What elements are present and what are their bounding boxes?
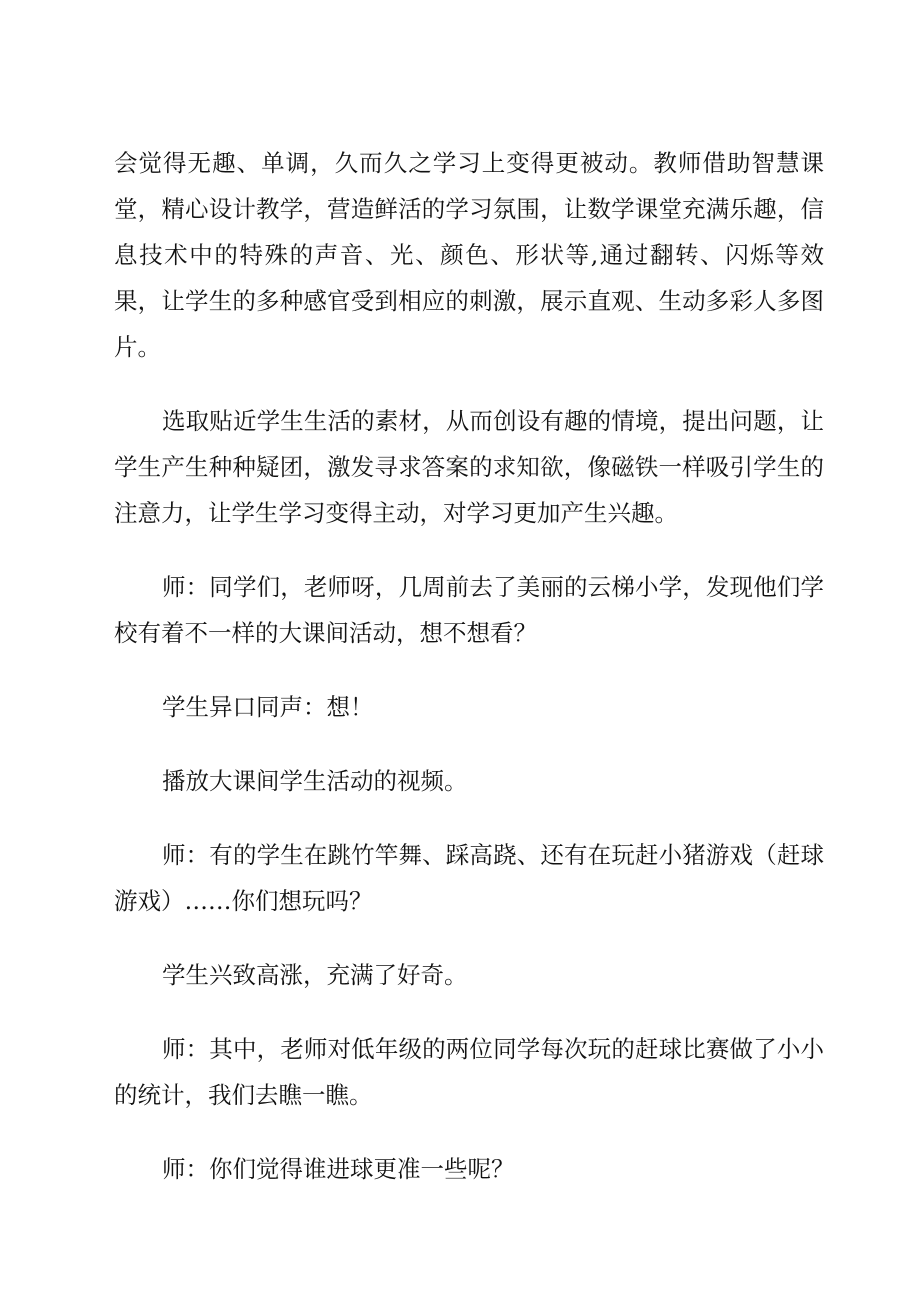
paragraph-teacher-statistics: 师：其中，老师对低年级的两位同学每次玩的赶球比赛做了小小的统计，我们去瞧一瞧。 (114, 1035, 824, 1109)
paragraph-continuation: 会觉得无趣、单调，久而久之学习上变得更被动。教师借助智慧课堂，精心设计教学，营造鲜活的学习氛围，让数学课堂充满乐趣，信息技术中的特殊的声音、光、颜色、形状等,通过翻转、闪烁等效果，让学生的多种感官受到相应的刺激，展示直观、生动多彩人多图片。 (114, 149, 824, 361)
paragraph-students-curious: 学生兴致高涨，充满了好奇。 (162, 961, 468, 989)
paragraph-students-reply: 学生异口同声：想！ (162, 693, 374, 721)
document-body (114, 140, 824, 1220)
paragraph-materials: 选取贴近学生生活的素材，从而创设有趣的情境，提出问题，让学生产生种种疑团，激发寻求答案的求知欲，像磁铁一样吸引学生的注意力，让学生学习变得主动，对学习更加产生兴趣。 (114, 407, 824, 527)
paragraph-teacher-intro: 师：同学们，老师呀，几周前去了美丽的云梯小学，发现他们学校有着不一样的大课间活动，想不想看？ (114, 573, 824, 647)
paragraph-play-video: 播放大课间学生活动的视频。 (162, 767, 468, 795)
paragraph-teacher-question: 师：你们觉得谁进球更准一些呢？ (162, 1155, 515, 1183)
paragraph-teacher-activities: 师：有的学生在跳竹竿舞、踩高跷、还有在玩赶小猪游戏（赶球游戏）……你们想玩吗？ (114, 841, 824, 915)
